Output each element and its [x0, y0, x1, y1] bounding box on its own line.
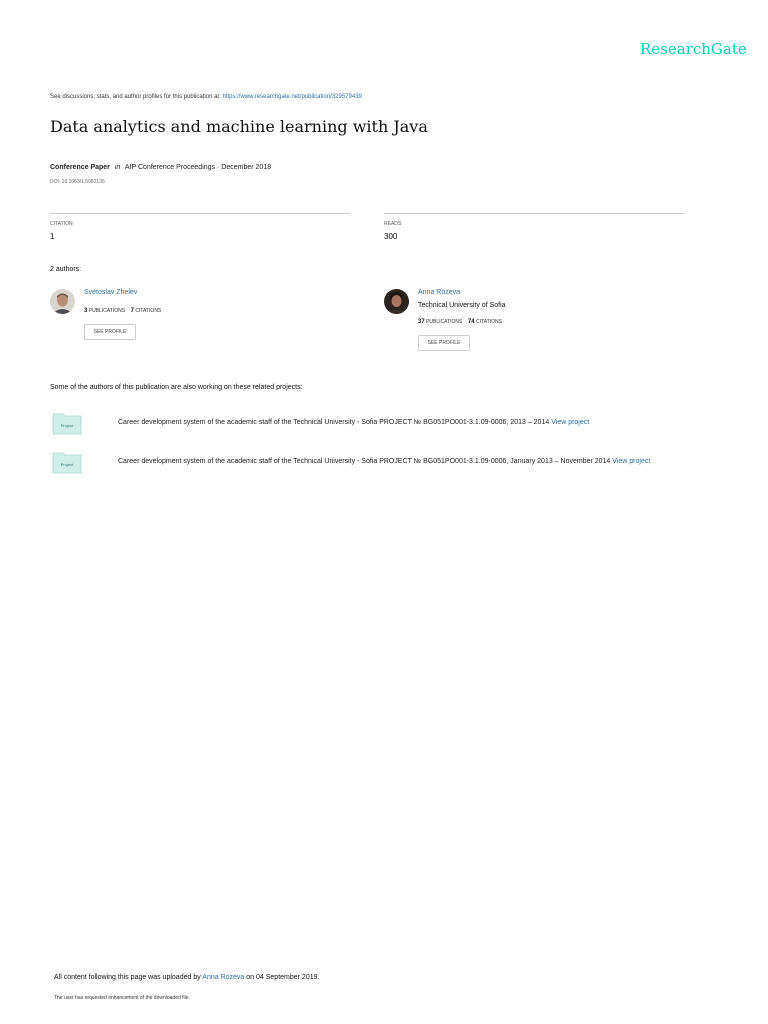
project-item [118, 458, 650, 465]
author-publications-label: PUBLICATIONS [426, 319, 463, 325]
upload-date: 04 September 2019. [256, 974, 320, 981]
author-citations-label: CITATIONS [476, 319, 502, 325]
uploader-link[interactable]: Anna Rozeva [202, 974, 245, 981]
author-citations-count: 74 [467, 319, 475, 325]
publication-meta [50, 164, 271, 171]
citation-label: CITATION [50, 221, 73, 227]
project-folder-icon[interactable] [52, 450, 82, 474]
upload-prefix: All content following this page was uploaded by [54, 974, 201, 981]
reads-label: READS [384, 221, 402, 227]
see-profile-button[interactable]: SEE PROFILE [84, 324, 136, 340]
project-folder-icon[interactable] [52, 411, 82, 435]
author-stats [84, 308, 161, 314]
divider [384, 213, 684, 214]
citation-count: 1 [50, 232, 55, 241]
avatar[interactable] [50, 289, 75, 314]
author-affiliation: Technical University of Sofia [418, 302, 506, 309]
authors-heading: 2 authors: [50, 266, 82, 273]
discussion-prefix: See discussions, stats, and author profiles for this publication at: [50, 94, 221, 100]
page-title: Data analytics and machine learning with Java [50, 117, 428, 136]
publication-url-link[interactable]: https://www.researchgate.net/publication/329579439 [222, 94, 362, 100]
publication-in: in [114, 164, 121, 171]
divider [50, 213, 350, 214]
publication-venue: AIP Conference Proceedings [124, 164, 216, 171]
publication-date-sep: · [217, 164, 220, 171]
publication-date: December 2018 [221, 164, 272, 171]
view-project-link[interactable]: View project [551, 419, 590, 426]
discussion-line [50, 94, 362, 100]
author-publications-count: 37 [418, 319, 425, 325]
related-projects-heading: Some of the authors of this publication are also working on these related projects: [50, 384, 303, 391]
upload-note [54, 974, 319, 981]
author-name[interactable]: Anna Rozeva [418, 289, 461, 296]
view-project-link[interactable]: View project [612, 458, 651, 465]
upload-on: on [246, 974, 255, 981]
project-icon-label: Project [60, 462, 74, 467]
enhancement-note: The user has requested enhancement of the downloaded file. [54, 995, 190, 1001]
project-icon-label: Project [60, 423, 74, 428]
author-stats [418, 319, 502, 325]
author-citations-label: CITATIONS [135, 308, 162, 314]
project-description: Career development system of the academic staff of the Technical University - Sofia PROJECT № BG051PO001-3.1.09-0006, 2013 – 2014 [118, 419, 550, 426]
author-publications-count: 3 [84, 308, 88, 314]
author-publications-label: PUBLICATIONS [88, 308, 126, 314]
author-citations-count: 7 [130, 308, 134, 314]
project-item [118, 419, 589, 426]
see-profile-button[interactable]: SEE PROFILE [418, 335, 470, 351]
researchgate-logo[interactable]: ResearchGate [640, 40, 747, 58]
publication-doi: DOI: 10.1063/1.5082135 [50, 179, 105, 185]
reads-count: 300 [384, 232, 398, 241]
author-name[interactable]: Svetoslav Zhelev [84, 289, 138, 296]
publication-type: Conference Paper [50, 164, 110, 171]
project-description: Career development system of the academic staff of the Technical University - Sofia PROJECT № BG051PO001-3.1.09-0006, January 2013 – November 2014 [118, 458, 611, 465]
avatar[interactable] [384, 289, 409, 314]
